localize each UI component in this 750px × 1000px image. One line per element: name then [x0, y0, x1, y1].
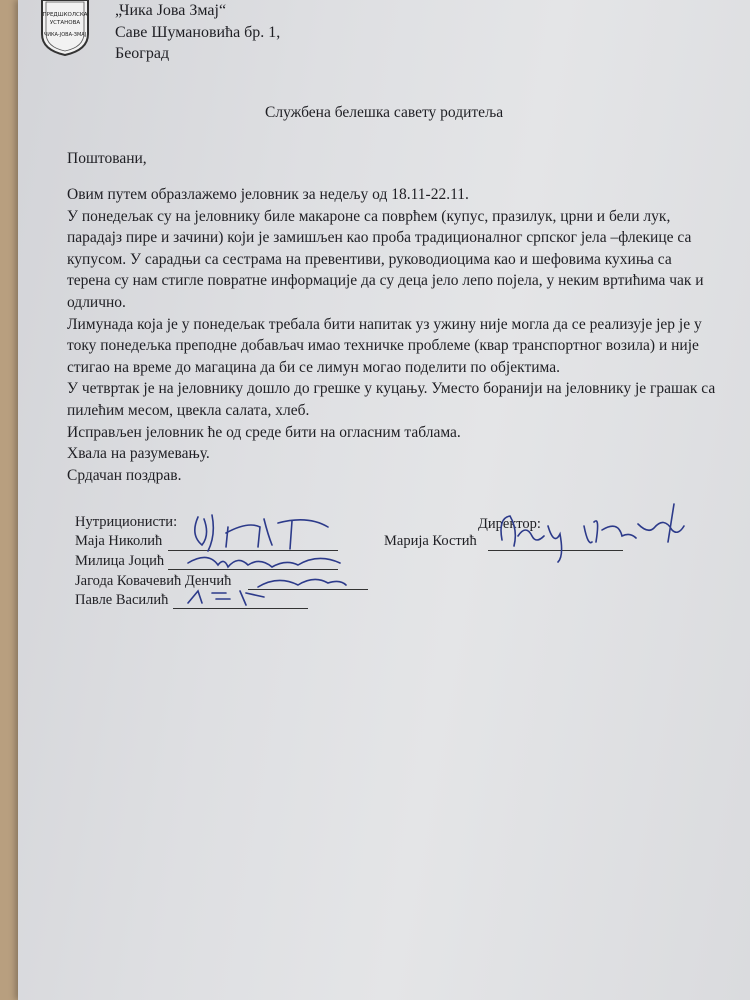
institution-name: „Чика Јова Змај“ [115, 2, 227, 19]
body-line: парадајз пире и зачини) који је замишљен као проба традиционалног српског јела –флекице са [67, 229, 692, 247]
body-line: пилећим месом, цвекла салата, хлеб. [67, 401, 310, 419]
body-line: стигао на време до магацина да би се лимун могао поделити по објектима. [67, 358, 560, 376]
body-line: Лимунада која је у понедељак требала бити напитак уз ужину није могла да се реализује јер је у [67, 315, 702, 333]
institution-logo [40, 0, 90, 56]
body-line: Исправљен јеловник ће од среде бити на огласним таблама. [67, 423, 461, 441]
body-line: купусом. У сарадњи са сестрама на превентиви, руководиоцима као и шефовима кухиња са [67, 250, 672, 268]
director-label: Директор: [478, 516, 541, 532]
nutritionist-name: Маја Николић [75, 533, 163, 549]
nutritionist-name: Милица Јоцић [75, 553, 165, 569]
svg-text:ПРЕДШКОЛСКА: ПРЕДШКОЛСКА [42, 12, 88, 18]
svg-text:УСТАНОВА: УСТАНОВА [49, 20, 81, 26]
body-line: Овим путем образлажемо јеловник за недељу од 18.11-22.11. [67, 186, 469, 203]
body-line: Срдачан поздрав. [67, 466, 182, 484]
body-line: терена су нам стигле повратне информације да су деца јело лепо појела, у неким вртићима чак и [67, 272, 704, 290]
salutation: Поштовани, [67, 150, 147, 167]
body-line: У четвртак је на јеловнику дошло до грешке у куцању. Уместо боранији на јеловнику је грашак са [67, 380, 716, 398]
body-text [67, 184, 716, 486]
institution-street: Саве Шумановића бр. 1, [115, 24, 281, 41]
body-line: току понедељка преподне добављач имао техничке проблеме (квар транспортног возила) и није [67, 337, 699, 355]
body-line: У понедељак су на јеловнику биле макароне са поврћем (купус, празилук, црни и бели лук, [67, 207, 671, 225]
nutritionist-signatures [168, 505, 348, 615]
nutritionists-label: Нутриционисти: [75, 514, 178, 530]
nutritionist-name: Павле Василић [75, 592, 169, 608]
body-line: одлично. [67, 293, 126, 311]
director-name: Марија Костић [384, 533, 477, 549]
document-page [18, 0, 750, 1000]
director-signature [488, 496, 698, 566]
institution-city: Београд [115, 45, 170, 62]
document-title: Службена белешка савету родитеља [265, 104, 504, 121]
body-line: Хвала на разумевању. [67, 445, 210, 463]
svg-text:ЧИКА-ЈОВА-ЗМАЈ: ЧИКА-ЈОВА-ЗМАЈ [43, 32, 87, 38]
nutritionist-name: Јагода Ковачевић Денчић [75, 573, 232, 589]
